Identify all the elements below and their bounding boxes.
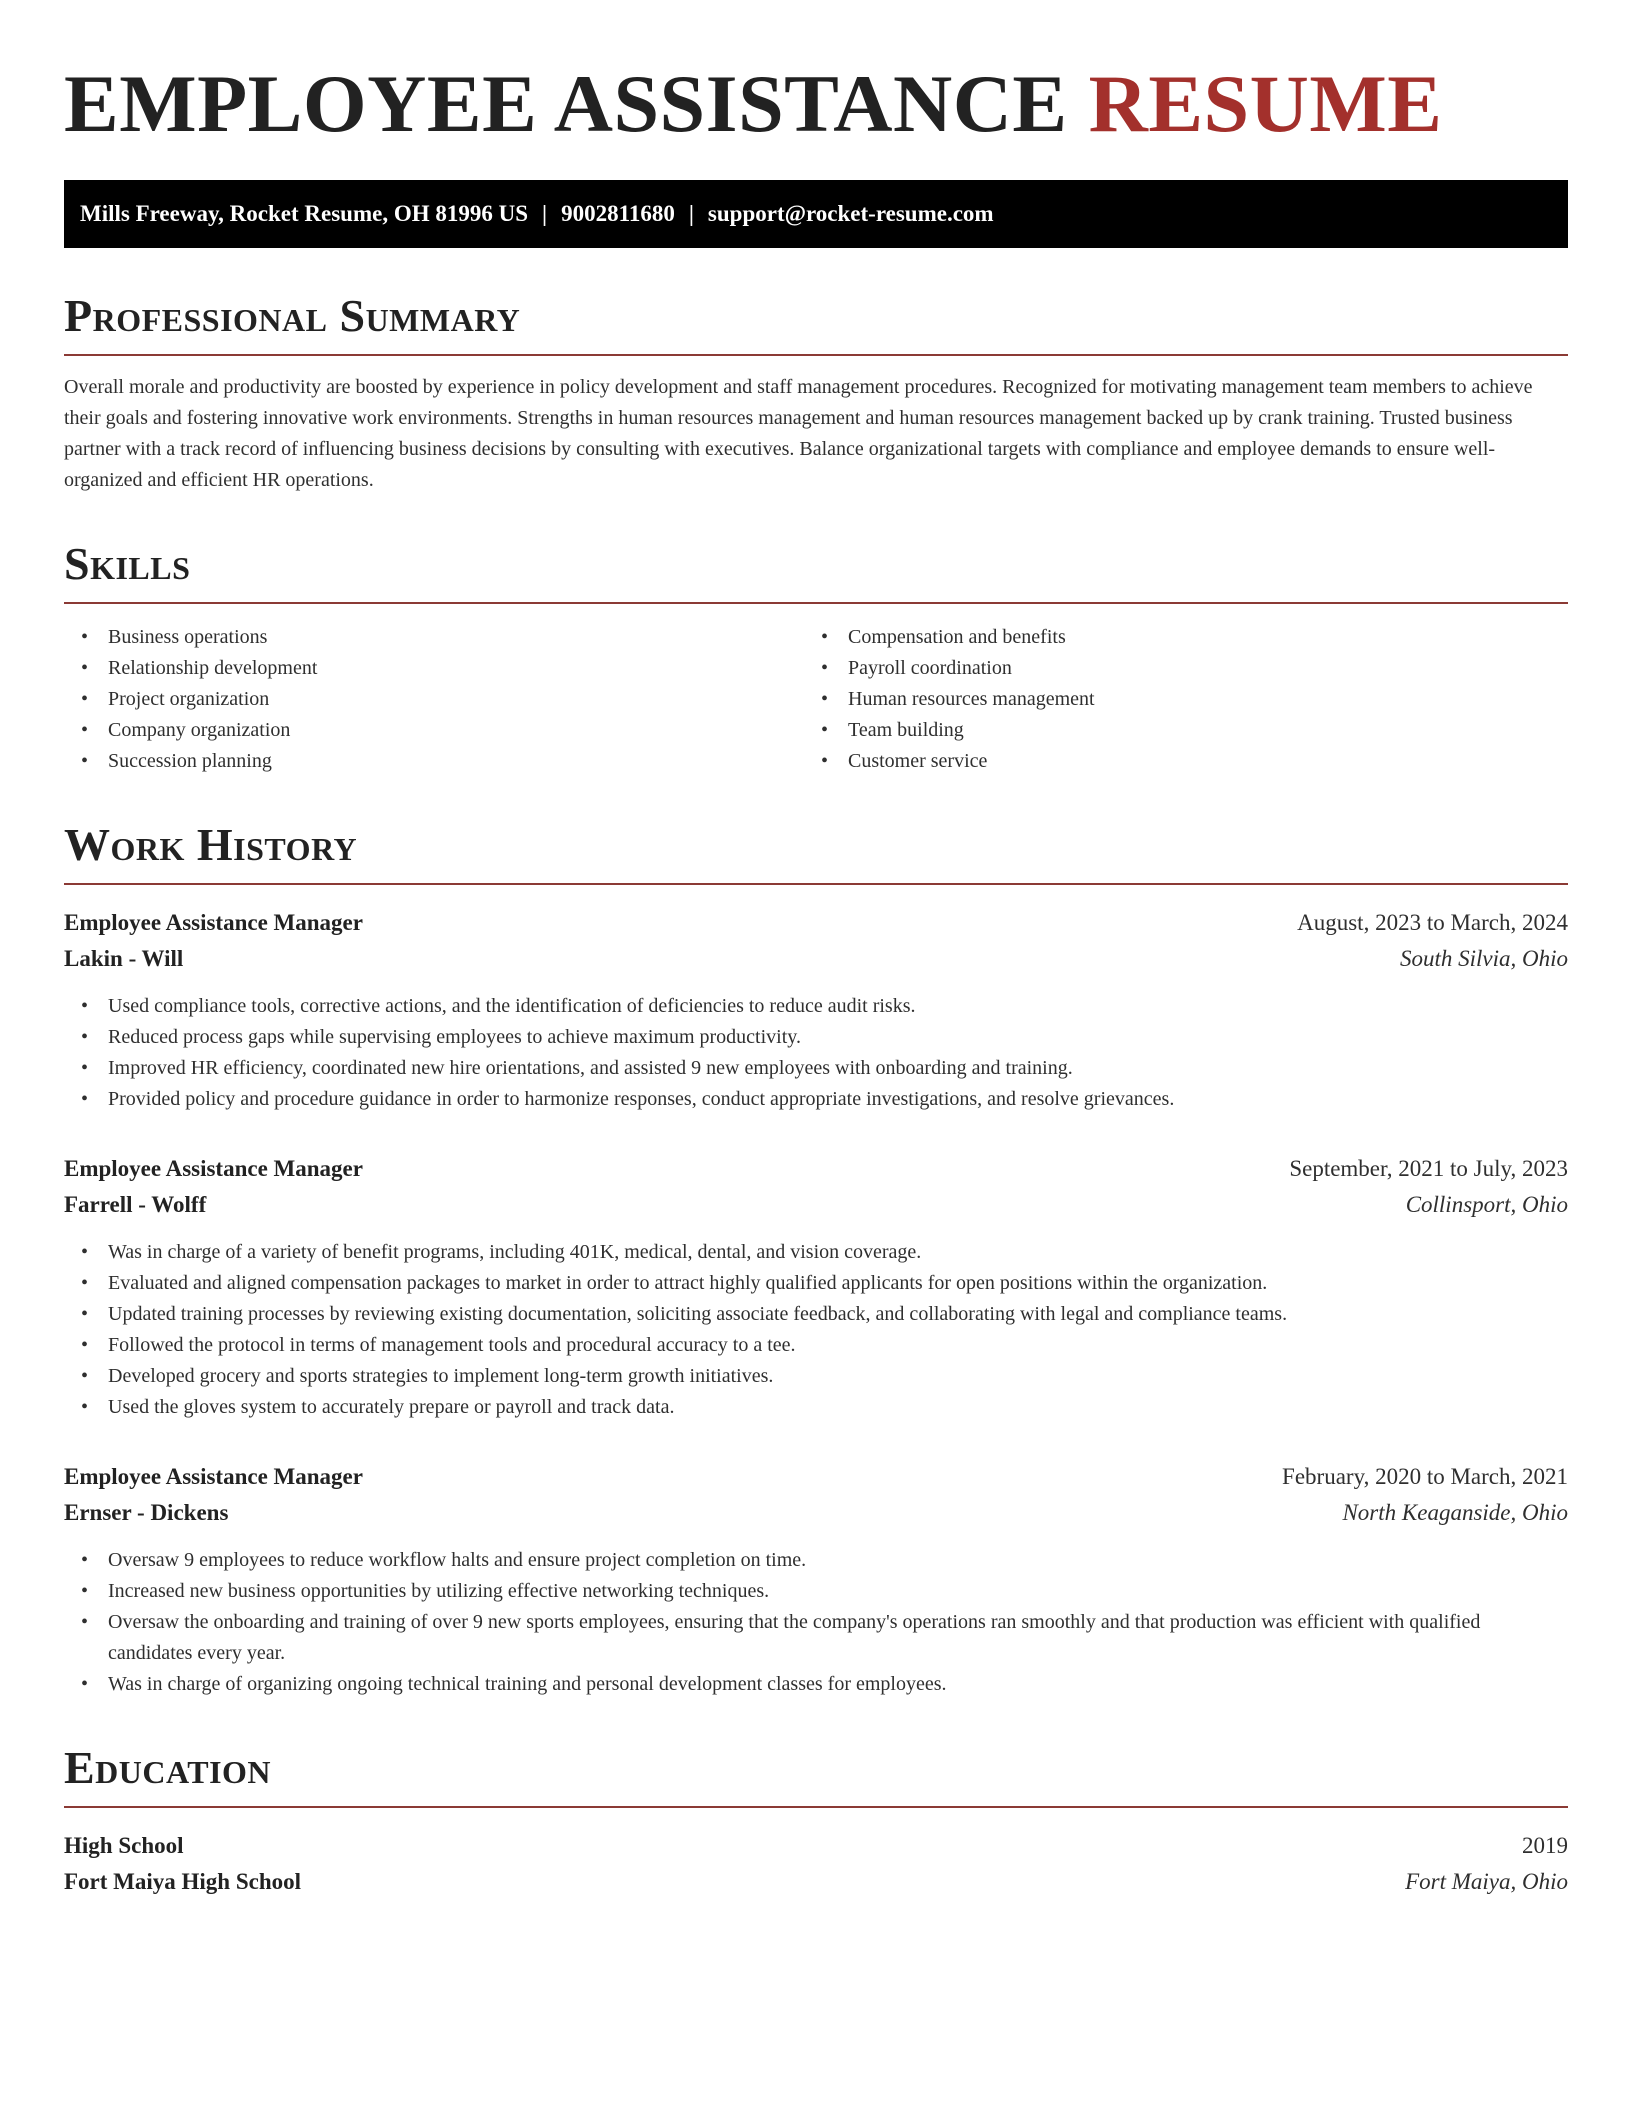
job-bullets [64, 1545, 1568, 1700]
section-heading: Professional Summary [64, 292, 1568, 356]
skills-columns [64, 622, 1568, 777]
job-company-row [64, 1187, 1568, 1223]
job-bullet: • Improved HR efficiency, coordinated new hire orientations, and assisted 9 new employees with onboarding and training. [64, 1053, 1568, 1084]
job-company: Ernser - Dickens [64, 1500, 229, 1525]
job-bullet: • Was in charge of a variety of benefit programs, including 401K, medical, dental, and vision coverage. [64, 1237, 1568, 1268]
education-degree: High School [64, 1833, 184, 1858]
title-main: EMPLOYEE ASSISTANCE [64, 58, 1068, 149]
job-entry [64, 905, 1568, 1115]
summary-text: Overall morale and productivity are boosted by experience in policy development and staff management procedures. Recognized for motivating management team members to achieve their goals and fostering innovative work environments. Strengths in human resources management and human resources management backed up by crank training. Trusted business partner with a track record of influencing business decisions by consulting with executives. Balance organizational targets with compliance and employee demands to ensure well-organized and efficient HR operations. [64, 376, 1533, 491]
job-company: Lakin - Will [64, 946, 184, 971]
education-school-row [64, 1864, 1568, 1900]
professional-summary-section [64, 292, 1568, 496]
contact-address: Mills Freeway, Rocket Resume, OH 81996 US [80, 201, 529, 226]
education-entry [64, 1828, 1568, 1900]
section-heading: Skills [64, 540, 1568, 604]
skills-list-left [64, 622, 804, 777]
skill-item: • Customer service [804, 746, 1544, 777]
skill-item: • Team building [804, 715, 1544, 746]
job-bullet: • Developed grocery and sports strategies to implement long-term growth initiatives. [64, 1361, 1568, 1392]
skill-item: • Succession planning [64, 746, 804, 777]
job-title-row [64, 1459, 1568, 1495]
job-company-row [64, 1495, 1568, 1531]
job-title: Employee Assistance Manager [64, 910, 363, 935]
resume-title [64, 58, 1568, 150]
skill-item: • Relationship development [64, 653, 804, 684]
skill-item: • Company organization [64, 715, 804, 746]
job-dates: August, 2023 to March, 2024 [1297, 910, 1568, 935]
contact-bar [64, 180, 1568, 248]
job-bullet: • Increased new business opportunities by utilizing effective networking techniques. [64, 1576, 1568, 1607]
job-location: South Silvia, Ohio [1399, 946, 1568, 971]
job-bullet: • Used compliance tools, corrective actions, and the identification of deficiencies to reduce audit risks. [64, 991, 1568, 1022]
skill-item: • Business operations [64, 622, 804, 653]
job-bullets [64, 1237, 1568, 1423]
job-bullet: • Evaluated and aligned compensation packages to market in order to attract highly qualified applicants for open positions within the organization. [64, 1268, 1568, 1299]
title-accent: RESUME [1088, 58, 1443, 149]
job-bullet: • Was in charge of organizing ongoing technical training and personal development classes for employees. [64, 1669, 1568, 1700]
skills-section [64, 540, 1568, 777]
job-dates: February, 2020 to March, 2021 [1282, 1464, 1568, 1489]
job-bullet: • Followed the protocol in terms of management tools and procedural accuracy to a tee. [64, 1330, 1568, 1361]
skills-list-right [804, 622, 1544, 777]
work-history-section [64, 821, 1568, 1700]
job-bullet: • Oversaw the onboarding and training of over 9 new sports employees, ensuring that the company's operations ran smoothly and that production was efficient with qualified candidates every year. [64, 1607, 1568, 1669]
skill-item: • Project organization [64, 684, 804, 715]
skill-item: • Payroll coordination [804, 653, 1544, 684]
section-heading: Work History [64, 821, 1568, 885]
job-dates: September, 2021 to July, 2023 [1289, 1156, 1568, 1181]
skill-item: • Compensation and benefits [804, 622, 1544, 653]
job-title: Employee Assistance Manager [64, 1464, 363, 1489]
contact-separator: | [542, 201, 548, 226]
job-location: North Keaganside, Ohio [1342, 1500, 1568, 1525]
education-year: 2019 [1522, 1833, 1568, 1858]
contact-email[interactable]: support@rocket-resume.com [707, 201, 994, 226]
job-entry [64, 1459, 1568, 1700]
job-company-row [64, 941, 1568, 977]
contact-phone[interactable]: 9002811680 [561, 201, 675, 226]
education-section [64, 1744, 1568, 1900]
job-entry [64, 1151, 1568, 1423]
job-location: Collinsport, Ohio [1405, 1192, 1568, 1217]
skill-item: • Human resources management [804, 684, 1544, 715]
job-bullet: • Reduced process gaps while supervising employees to achieve maximum productivity. [64, 1022, 1568, 1053]
job-bullet: • Updated training processes by reviewing existing documentation, soliciting associate feedback, and collaborating with legal and compliance teams. [64, 1299, 1568, 1330]
job-title-row [64, 905, 1568, 941]
job-bullets [64, 991, 1568, 1115]
job-title: Employee Assistance Manager [64, 1156, 363, 1181]
contact-separator: | [688, 201, 694, 226]
section-heading: Education [64, 1744, 1568, 1808]
job-bullet: • Oversaw 9 employees to reduce workflow halts and ensure project completion on time. [64, 1545, 1568, 1576]
education-school: Fort Maiya High School [64, 1869, 302, 1894]
education-degree-row [64, 1828, 1568, 1864]
job-bullet: • Used the gloves system to accurately prepare or payroll and track data. [64, 1392, 1568, 1423]
job-bullet: • Provided policy and procedure guidance in order to harmonize responses, conduct appropriate investigations, and resolve grievances. [64, 1084, 1568, 1115]
job-title-row [64, 1151, 1568, 1187]
job-company: Farrell - Wolff [64, 1192, 207, 1217]
education-location: Fort Maiya, Ohio [1405, 1869, 1568, 1894]
